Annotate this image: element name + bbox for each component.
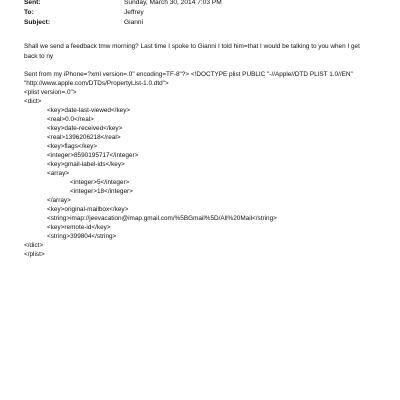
to-value: Jeffrey bbox=[124, 9, 144, 16]
key-original-mailbox: <key>original-mailbox</key> bbox=[47, 206, 129, 213]
key-gmail-label-ids: <key>gmail-label-ids</key> bbox=[47, 161, 125, 168]
subject-row bbox=[24, 18, 143, 28]
integer-flags: <integer>8590195717</integer> bbox=[47, 152, 139, 159]
real-date-received: <real>1396206218</real> bbox=[47, 134, 121, 141]
dict-close: </dict> bbox=[24, 242, 44, 249]
key-remote-id: <key>remote-id</key> bbox=[47, 224, 111, 231]
key-date-received: <key>date-received</key> bbox=[47, 125, 123, 132]
sent-from-line-2: "http://www.apple.com/DTDs/PropertyList-1.0.dtd"> bbox=[24, 80, 169, 87]
sent-value: Sunday, March 30, 2014 7:03 PM bbox=[124, 0, 222, 6]
sent-from-line-1: Sent from my iPhone=?xml version=.0" encoding=TF-8"?> <!DOCTYPE plist PUBLIC "-//Apple//DTD PLIST 1.0//EN" bbox=[24, 71, 353, 78]
array-close: </array> bbox=[47, 197, 71, 204]
plist-open: <plist version=.0"> bbox=[24, 89, 77, 96]
message-line-2: back to ny bbox=[24, 53, 54, 60]
integer-label-18: <integer>18</integer> bbox=[70, 188, 133, 195]
subject-value: Gianni bbox=[124, 19, 144, 26]
key-date-last-viewed: <key>date-last-viewed</key> bbox=[47, 107, 131, 114]
sent-label: Sent: bbox=[24, 0, 41, 6]
plist-close: </plist> bbox=[24, 251, 45, 258]
string-remote-id: <string>399804</string> bbox=[47, 233, 117, 240]
message-line-1: Shall we send a feedback tmw morning? Last time I spoke to Gianni I told him=that I would be talking to you when I get bbox=[24, 43, 360, 50]
subject-label: Subject: bbox=[24, 19, 51, 26]
sent-row bbox=[24, 0, 222, 8]
key-flags: <key>flags</key> bbox=[47, 143, 98, 150]
dict-open: <dict> bbox=[24, 98, 42, 105]
integer-label-5: <integer>5</integer> bbox=[70, 179, 130, 186]
to-label: To: bbox=[24, 9, 34, 16]
string-original-mailbox: <string>imap://jeevacation@imap.gmail.com/%5BGmail%5D/All%20Mail</string> bbox=[47, 215, 277, 222]
to-row bbox=[24, 8, 144, 18]
array-open: <array> bbox=[47, 170, 70, 177]
real-date-last-viewed: <real>0.0</real> bbox=[47, 116, 94, 123]
